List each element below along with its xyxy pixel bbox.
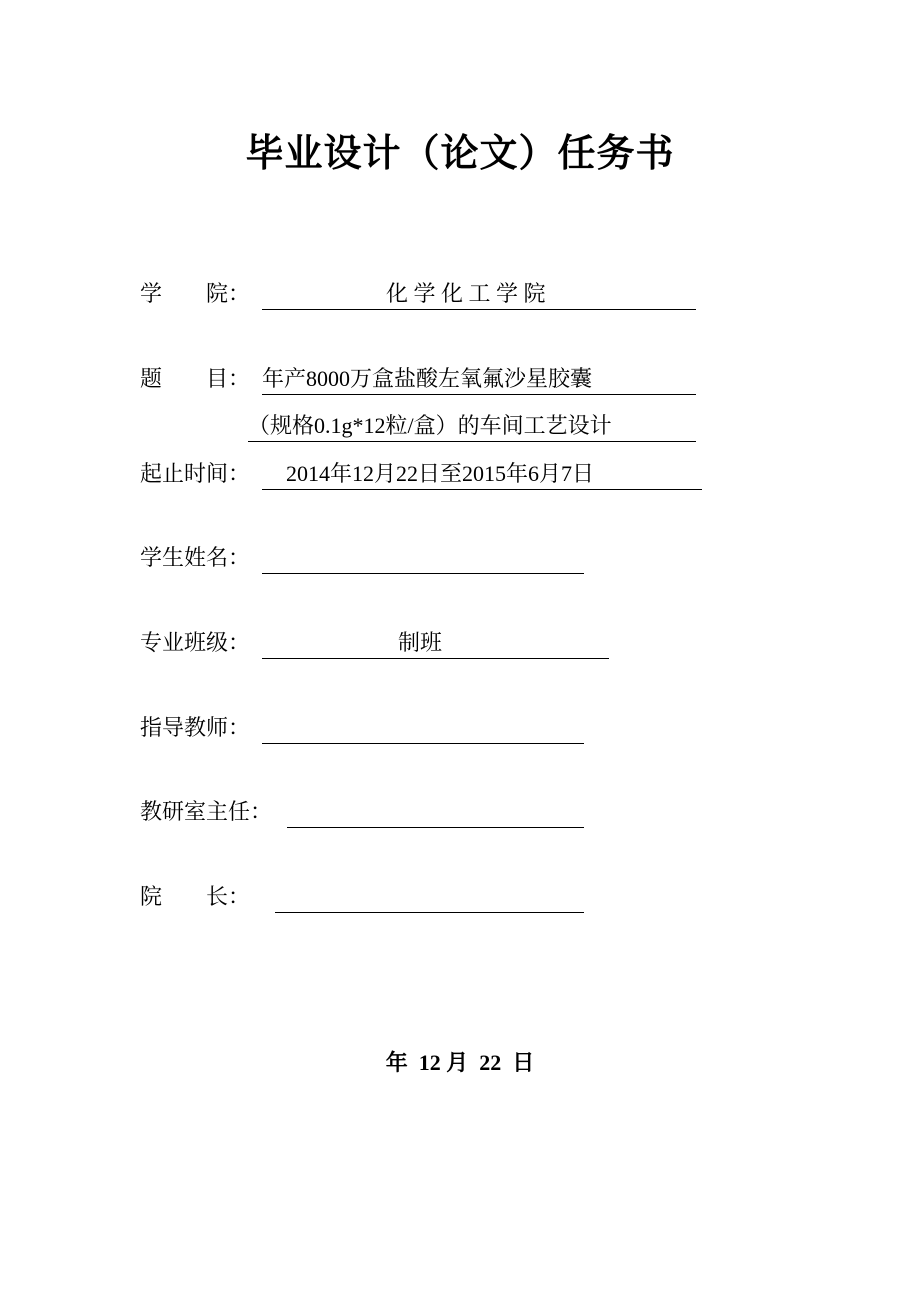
college-label: 学 院： xyxy=(140,281,251,306)
advisor-row xyxy=(140,713,590,743)
period-field xyxy=(262,459,702,490)
major-class-value: 制班 xyxy=(398,630,443,655)
document-title: 毕业设计（论文）任务书 xyxy=(245,131,675,175)
office-director-field xyxy=(287,797,584,828)
student-name-label: 学生姓名： xyxy=(140,545,251,570)
major-class-label: 专业班级： xyxy=(140,630,251,655)
advisor-field xyxy=(262,713,584,744)
student-name-row xyxy=(140,543,590,573)
advisor-label: 指导教师： xyxy=(140,715,251,740)
topic-label: 题 目： xyxy=(140,366,251,391)
topic-value-line2: （规格0.1g*12粒/盒）的车间工艺设计 xyxy=(248,413,612,438)
topic-field-line1 xyxy=(262,364,696,395)
dean-label: 院 长： xyxy=(140,884,251,909)
major-class-row xyxy=(140,628,615,658)
office-director-row xyxy=(140,797,590,827)
topic-row-line2 xyxy=(140,411,700,441)
period-value: 2014年12月22日至2015年6月7日 xyxy=(286,461,595,486)
topic-field-line2 xyxy=(248,411,696,442)
dean-row xyxy=(140,882,590,912)
topic-row xyxy=(140,364,700,394)
dean-field xyxy=(275,882,584,913)
topic-value-line1: 年产8000万盒盐酸左氧氟沙星胶囊 xyxy=(262,366,593,391)
footer-date: 年 12 月 22 日 xyxy=(385,1050,535,1075)
college-field xyxy=(262,279,696,310)
period-label: 起止时间： xyxy=(140,461,251,486)
period-row xyxy=(140,459,705,489)
office-director-label: 教研室主任： xyxy=(140,799,273,824)
major-class-field xyxy=(262,628,609,659)
college-row xyxy=(140,279,700,309)
student-name-field xyxy=(262,543,584,574)
college-value: 化 学 化 工 学 院 xyxy=(386,281,546,306)
